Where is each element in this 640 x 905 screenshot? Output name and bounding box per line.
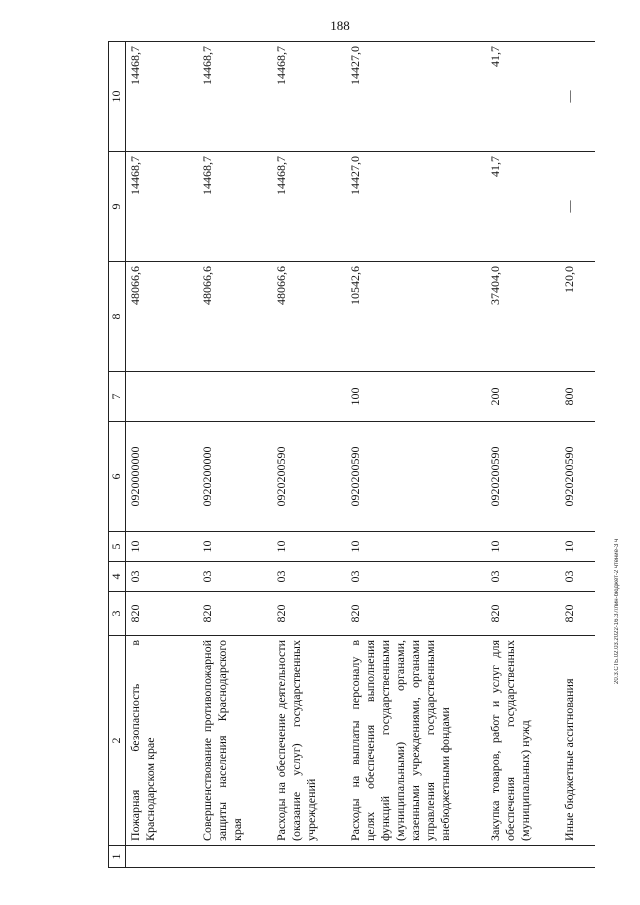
cell-csr: 0920000000 xyxy=(126,422,198,532)
table-row xyxy=(560,42,596,868)
cell-amount-10: 14468,7 xyxy=(198,42,272,152)
side-note: 20.3.СТБ.02.03.2022-16.37/лин-бюджет-2 чтение-3 ч xyxy=(614,538,620,684)
cell-ved: 820 xyxy=(346,592,486,636)
cell-col-1 xyxy=(126,846,198,868)
cell-amount-10: — xyxy=(560,42,596,152)
cell-rz: 03 xyxy=(486,562,560,592)
cell-amount-9: 41,7 xyxy=(486,152,560,262)
table-row xyxy=(346,42,486,868)
cell-rz: 03 xyxy=(560,562,596,592)
cell-amount-9: 14468,7 xyxy=(126,152,198,262)
cell-rz: 03 xyxy=(346,562,486,592)
cell-amount-8: 10542,6 xyxy=(346,262,486,372)
table-row xyxy=(126,42,198,868)
row-name: Расходы на выплаты персоналу в целях обеспечения выполнения функций государственными (муниципальными) органами, казенными учреждениями, органами управления государственными внебюджетными фондами xyxy=(346,636,486,846)
cell-col-1 xyxy=(198,846,272,868)
cell-pr: 10 xyxy=(560,532,596,562)
cell-vr: 100 xyxy=(346,372,486,422)
row-name: Пожарная безопасность в Краснодарском крае xyxy=(126,636,198,846)
cell-col-1 xyxy=(272,846,346,868)
header-col-4: 4 xyxy=(109,562,126,592)
header-col-8: 8 xyxy=(109,262,126,372)
cell-ved: 820 xyxy=(198,592,272,636)
cell-pr: 10 xyxy=(486,532,560,562)
cell-ved: 820 xyxy=(126,592,198,636)
cell-amount-8: 48066,6 xyxy=(126,262,198,372)
cell-ved: 820 xyxy=(560,592,596,636)
row-name: Иные бюджетные ассигнования xyxy=(560,636,596,846)
cell-col-1 xyxy=(560,846,596,868)
cell-vr: 800 xyxy=(560,372,596,422)
cell-pr: 10 xyxy=(346,532,486,562)
header-col-9: 9 xyxy=(109,152,126,262)
cell-col-1 xyxy=(346,846,486,868)
cell-amount-9: 14468,7 xyxy=(272,152,346,262)
cell-csr: 0920200590 xyxy=(272,422,346,532)
header-col-6: 6 xyxy=(109,422,126,532)
cell-vr xyxy=(126,372,198,422)
table-row xyxy=(198,42,272,868)
cell-rz: 03 xyxy=(198,562,272,592)
row-name: Расходы на обеспечение деятельности (оказание услуг) государственных учреждений xyxy=(272,636,346,846)
cell-pr: 10 xyxy=(272,532,346,562)
cell-pr: 10 xyxy=(126,532,198,562)
cell-col-1 xyxy=(486,846,560,868)
cell-amount-9: — xyxy=(560,152,596,262)
table-row xyxy=(486,42,560,868)
table-header-row xyxy=(109,42,126,868)
cell-amount-9: 14427,0 xyxy=(346,152,486,262)
cell-ved: 820 xyxy=(486,592,560,636)
cell-csr: 0920200590 xyxy=(486,422,560,532)
cell-amount-10: 14427,0 xyxy=(346,42,486,152)
cell-vr xyxy=(272,372,346,422)
cell-amount-10: 14468,7 xyxy=(126,42,198,152)
cell-amount-8: 48066,6 xyxy=(272,262,346,372)
cell-amount-9: 14468,7 xyxy=(198,152,272,262)
cell-csr: 0920200000 xyxy=(198,422,272,532)
cell-pr: 10 xyxy=(198,532,272,562)
header-col-2: 2 xyxy=(109,636,126,846)
cell-amount-8: 37404,0 xyxy=(486,262,560,372)
cell-vr: 200 xyxy=(486,372,560,422)
row-name: Совершенствование противопожарной защиты населения Краснодарского края xyxy=(198,636,272,846)
header-col-3: 3 xyxy=(109,592,126,636)
cell-vr xyxy=(198,372,272,422)
cell-csr: 0920200590 xyxy=(560,422,596,532)
cell-rz: 03 xyxy=(126,562,198,592)
cell-amount-8: 120,0 xyxy=(560,262,596,372)
header-col-5: 5 xyxy=(109,532,126,562)
cell-amount-10: 41,7 xyxy=(486,42,560,152)
table-row xyxy=(272,42,346,868)
header-col-10: 10 xyxy=(109,42,126,152)
budget-table xyxy=(108,41,595,868)
budget-table-rotated xyxy=(108,42,595,868)
cell-amount-10: 14468,7 xyxy=(272,42,346,152)
cell-rz: 03 xyxy=(272,562,346,592)
cell-ved: 820 xyxy=(272,592,346,636)
row-name: Закупка товаров, работ и услуг для обеспечения государственных (муниципальных) нужд xyxy=(486,636,560,846)
header-col-1: 1 xyxy=(109,846,126,868)
page-number: 188 xyxy=(330,18,350,33)
cell-csr: 0920200590 xyxy=(346,422,486,532)
cell-amount-8: 48066,6 xyxy=(198,262,272,372)
header-col-7: 7 xyxy=(109,372,126,422)
